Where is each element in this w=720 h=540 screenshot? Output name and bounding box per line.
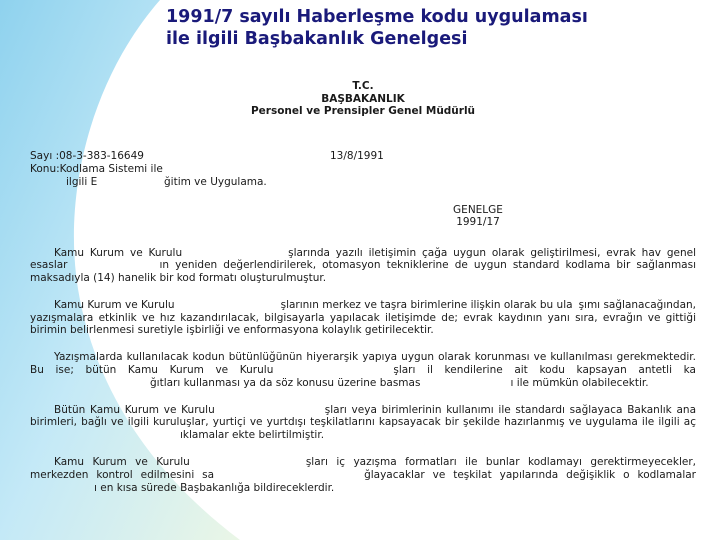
circular-document (30, 80, 696, 494)
p5-text-d: ı en kısa sürede Başbakanlığa bildireceklerdir. (94, 481, 335, 494)
p3-text-b: şları il kendilerine ait kodu kapsayan antetli ka (393, 364, 696, 377)
p2-text-b: şlarının merkez ve taşra birimlerine ilişkin olarak bu ula (280, 298, 573, 311)
p4-text-c: ıklamalar ekte belirtilmiştir. (180, 429, 325, 442)
p4-text-a: Bütün Kamu Kurum ve Kurulu (54, 403, 215, 416)
p1-text-c: ın yeniden değerlendirilerek, otomasyon tekniklerine de uygun standard kodlama bir sağlanması maksadıyla (14) hanelik bir kod formatı oluşturulmuştur. (30, 259, 696, 285)
circular-heading (260, 204, 696, 229)
p5-text-a: Kamu Kurum ve Kurulu (54, 456, 190, 469)
circular-label: GENELGE (453, 203, 503, 216)
paragraph-3 (30, 351, 696, 389)
letterhead-tc: T.C. (352, 80, 374, 92)
slide-title-line-2: ile ilgili Başbakanlık Genelgesi (166, 29, 468, 49)
p1-text-a: Kamu Kurum ve Kurulu (54, 246, 183, 259)
p2-text-a: Kamu Kurum ve Kurulu (54, 298, 175, 311)
p4-text-b: şları veya birimlerinin kullanımı ile standardı sağlayaca Bakanlık ana birimleri, bağlı ve ilgili kuruluşlar, yurtiçi ve yurtdışı teşkilatlarını kapsayacak bir şekilde hazırlanmış ve uygulama ile ilgili aç (30, 403, 697, 429)
p2-text-c: şımı sağlanacağından, yazışmalara etkinlik ve hız kazandırılacak, bilgisayarla yapılacak iletişimde de; evrak kaydının yanı sıra, evrağın ve gittiği birimin belirlenmesi suretiyle işbirliği ve enformasyona kolaylık getirilecektir. (30, 298, 697, 337)
p5-text-c: ğlayacaklar ve teşkilat yapılarında değişiklik o kodlamalar (364, 468, 696, 481)
paragraph-5 (30, 456, 696, 494)
paragraph-2 (30, 299, 696, 337)
letterhead-basbakanlik: BAŞBAKANLIK (321, 92, 405, 105)
subject-cont-a: ilgili E (66, 175, 98, 188)
p3-text-a: Yazışmalarda kullanılacak kodun bütünlüğünün hiyerarşik yapıya uygun olarak korunması ve kullanılması gerekmektedir. Bu ise; bütün Kamu Kurum ve Kurulu (30, 351, 696, 377)
reference-number: Sayı :08-3-383-16649 (30, 149, 144, 162)
paragraph-1 (30, 247, 696, 285)
paragraph-4 (30, 404, 696, 442)
p3-text-d: ı ile mümkün olabilecektir. (510, 376, 649, 389)
slide-title (166, 6, 588, 50)
document-meta (30, 150, 696, 190)
document-date: 13/8/1991 (330, 149, 384, 162)
letterhead-directorate: Personel ve Prensipler Genel Müdürlü (250, 105, 476, 117)
slide-title-line-1: 1991/7 sayılı Haberleşme kodu uygulaması (166, 7, 588, 27)
p5-text-b: şları iç yazışma formatları ile bunlar kodlamayı gerektirmeyecekler, merkezden kontrol edilmesini sa (30, 456, 696, 481)
subject-cont-b: ğitim ve Uygulama. (164, 175, 267, 188)
letterhead (30, 80, 696, 118)
circular-number: 1991/17 (456, 216, 500, 228)
subject-line: Konu:Kodlama Sistemi ile (30, 162, 163, 175)
p3-text-c: ğıtları kullanması ya da söz konusu üzerine basmas (150, 376, 421, 389)
p1-text-b: şlarında yazılı iletişimin çağa uygun olarak geliştirilmesi, evrak hav genel esaslar (30, 246, 697, 272)
